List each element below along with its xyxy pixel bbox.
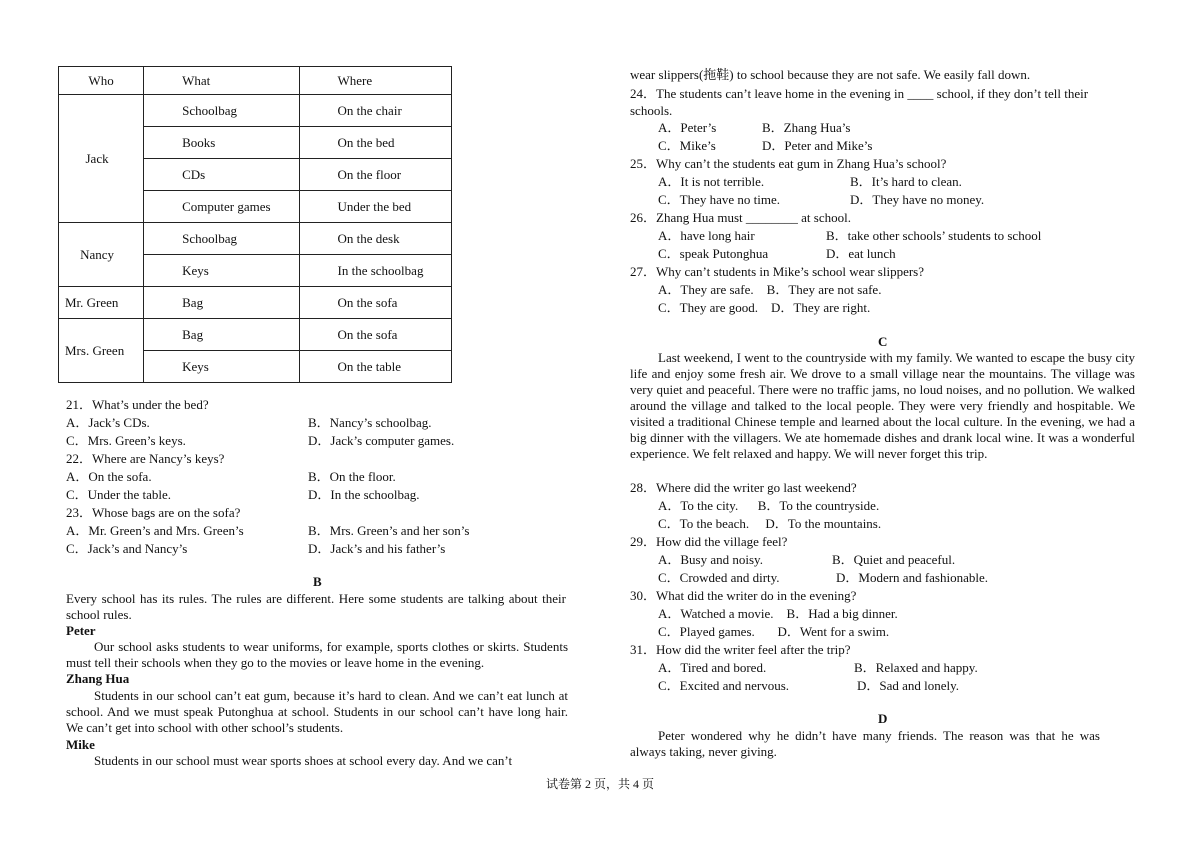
table-cell: Keys: [144, 351, 299, 383]
table-header-row: [59, 67, 452, 95]
question-29: 29．How did the village feel?: [630, 534, 788, 549]
table-cell: On the table: [299, 351, 451, 383]
option-line: A．To the city. B．To the countryside.: [658, 498, 880, 513]
speaker-name: Peter: [66, 623, 96, 638]
page-footer: 试卷第 2 页，共 4 页: [545, 777, 654, 791]
option: B．Nancy’s schoolbag.: [308, 415, 432, 430]
question-22: 22．Where are Nancy’s keys?: [66, 451, 225, 466]
section-b-intro: Every school has its rules. The rules are different. Here some students are talking about their school rules.: [66, 591, 566, 622]
table-cell: Under the bed: [299, 191, 451, 223]
option: B．Quiet and peaceful.: [832, 552, 956, 567]
table-cell: Bag: [144, 319, 299, 351]
table-cell: On the sofa: [299, 319, 451, 351]
option: C．speak Putonghua: [658, 246, 769, 261]
option: A．Jack’s CDs.: [66, 415, 150, 430]
speaker-name: Zhang Hua: [66, 671, 130, 686]
speaker-text: Students in our school can’t eat gum, because it’s hard to clean. And we can’t eat lunch at school. And we must speak Putonghua at school. Students in our school can’t have long hair. We can’t get into school with other school’s students.: [66, 688, 568, 735]
question-28: 28．Where did the writer go last weekend?: [630, 480, 857, 495]
speaker-text: Our school asks students to wear uniforms, for example, sports clothes or skirts. Students must tell their schools when they go to the movies or leave home in the evening.: [66, 639, 568, 670]
option: C．Mike’s: [658, 138, 716, 153]
option: D．In the schoolbag.: [308, 487, 420, 502]
option: D．Jack’s computer games.: [308, 433, 455, 448]
option: C．They have no time.: [658, 192, 781, 207]
option: B．It’s hard to clean.: [850, 174, 962, 189]
option: D．They have no money.: [850, 192, 985, 207]
table-cell: CDs: [144, 159, 299, 191]
option: A．On the sofa.: [66, 469, 152, 484]
option: D．Modern and fashionable.: [836, 570, 988, 585]
option-line: C．To the beach. D．To the mountains.: [658, 516, 882, 531]
table-header: Who: [59, 67, 144, 95]
option: A．Busy and noisy.: [658, 552, 763, 567]
option: A．have long hair: [658, 228, 755, 243]
option-line: A．Watched a movie. B．Had a big dinner.: [658, 606, 898, 621]
table-cell-who: Mr. Green: [59, 287, 144, 319]
option: C．Jack’s and Nancy’s: [66, 541, 188, 556]
question-23: 23．Whose bags are on the sofa?: [66, 505, 241, 520]
question-25: 25．Why can’t the students eat gum in Zhang Hua’s school?: [630, 156, 947, 171]
table-cell: Computer games: [144, 191, 299, 223]
speaker-name: Mike: [66, 737, 95, 752]
table-cell-who: Mrs. Green: [59, 319, 144, 383]
section-heading-d: D: [878, 711, 888, 726]
table-cell: Schoolbag: [144, 95, 299, 127]
question-24-cont: schools.: [630, 103, 673, 118]
option: B．On the floor.: [308, 469, 396, 484]
option: D．eat lunch: [826, 246, 896, 261]
option-line: C．They are good. D．They are right.: [658, 300, 871, 315]
right-column: [600, 0, 1200, 847]
option: C．Mrs. Green’s keys.: [66, 433, 186, 448]
question-31: 31．How did the writer feel after the trip?: [630, 642, 851, 657]
option: B．take other schools’ students to school: [826, 228, 1042, 243]
table-row: [59, 95, 452, 127]
option: C．Excited and nervous.: [658, 678, 790, 693]
continued-text: wear slippers(拖鞋) to school because they are not safe. We easily fall down.: [630, 67, 1031, 82]
section-c-passage: Last weekend, I went to the countryside with my family. We wanted to escape the busy city life and enjoy some fresh air. We drove to a small village near the mountains. The village was very quiet and peaceful. There were no traffic jams, no loud noises, and no pollution. We walked around the village and talked to the local people. They were very friendly and hospitable. We visited a traditional Chinese temple and learned about the local culture. In the evening, we had a big dinner with the villagers. We ate homemade dishes and drank local wine. It was a wonderful experience. We felt relaxed and happy. We will never forget this trip.: [630, 350, 1135, 461]
table-cell: Keys: [144, 255, 299, 287]
option-line: C．Played games. D．Went for a swim.: [658, 624, 890, 639]
table-row: [59, 223, 452, 255]
table-header: Where: [299, 67, 451, 95]
table-header: What: [144, 67, 299, 95]
table-row: [59, 319, 452, 351]
left-column: [0, 0, 590, 847]
table-cell: On the desk: [299, 223, 451, 255]
table-cell-who: Nancy: [59, 223, 144, 287]
option: D．Sad and lonely.: [857, 678, 960, 693]
option: D．Jack’s and his father’s: [308, 541, 446, 556]
option-line: A．They are safe. B．They are not safe.: [658, 282, 882, 297]
option: B．Relaxed and happy.: [854, 660, 978, 675]
section-heading-c: C: [878, 334, 888, 349]
speaker-text: Students in our school must wear sports shoes at school every day. And we can’t: [94, 753, 513, 768]
option: B．Mrs. Green’s and her son’s: [308, 523, 470, 538]
table-cell: In the schoolbag: [299, 255, 451, 287]
table-cell: On the floor: [299, 159, 451, 191]
question-30: 30．What did the writer do in the evening?: [630, 588, 857, 603]
option: A．Peter’s: [658, 120, 717, 135]
option: D．Peter and Mike’s: [762, 138, 873, 153]
option: A．Tired and bored.: [658, 660, 767, 675]
option: A．It is not terrible.: [658, 174, 765, 189]
table-cell: On the bed: [299, 127, 451, 159]
option: C．Under the table.: [66, 487, 172, 502]
table-row: [59, 287, 452, 319]
question-21: 21．What’s under the bed?: [66, 397, 209, 412]
table-cell: On the chair: [299, 95, 451, 127]
section-heading-b: B: [313, 574, 322, 589]
table-cell: Schoolbag: [144, 223, 299, 255]
table-cell: On the sofa: [299, 287, 451, 319]
option: A．Mr. Green’s and Mrs. Green’s: [66, 523, 244, 538]
question-26: 26．Zhang Hua must ________ at school.: [630, 210, 851, 225]
table-cell: Bag: [144, 287, 299, 319]
question-24: 24．The students can’t leave home in the evening in ____ school, if they don’t tell their: [630, 86, 1089, 101]
question-27: 27．Why can’t students in Mike’s school wear slippers?: [630, 264, 925, 279]
section-d-passage: Peter wondered why he didn’t have many friends. The reason was that he was always taking, never giving.: [630, 728, 1100, 759]
table-cell: Books: [144, 127, 299, 159]
table-cell-who: Jack: [59, 95, 144, 223]
info-table: [58, 66, 452, 383]
option: C．Crowded and dirty.: [658, 570, 780, 585]
option: B．Zhang Hua’s: [762, 120, 851, 135]
